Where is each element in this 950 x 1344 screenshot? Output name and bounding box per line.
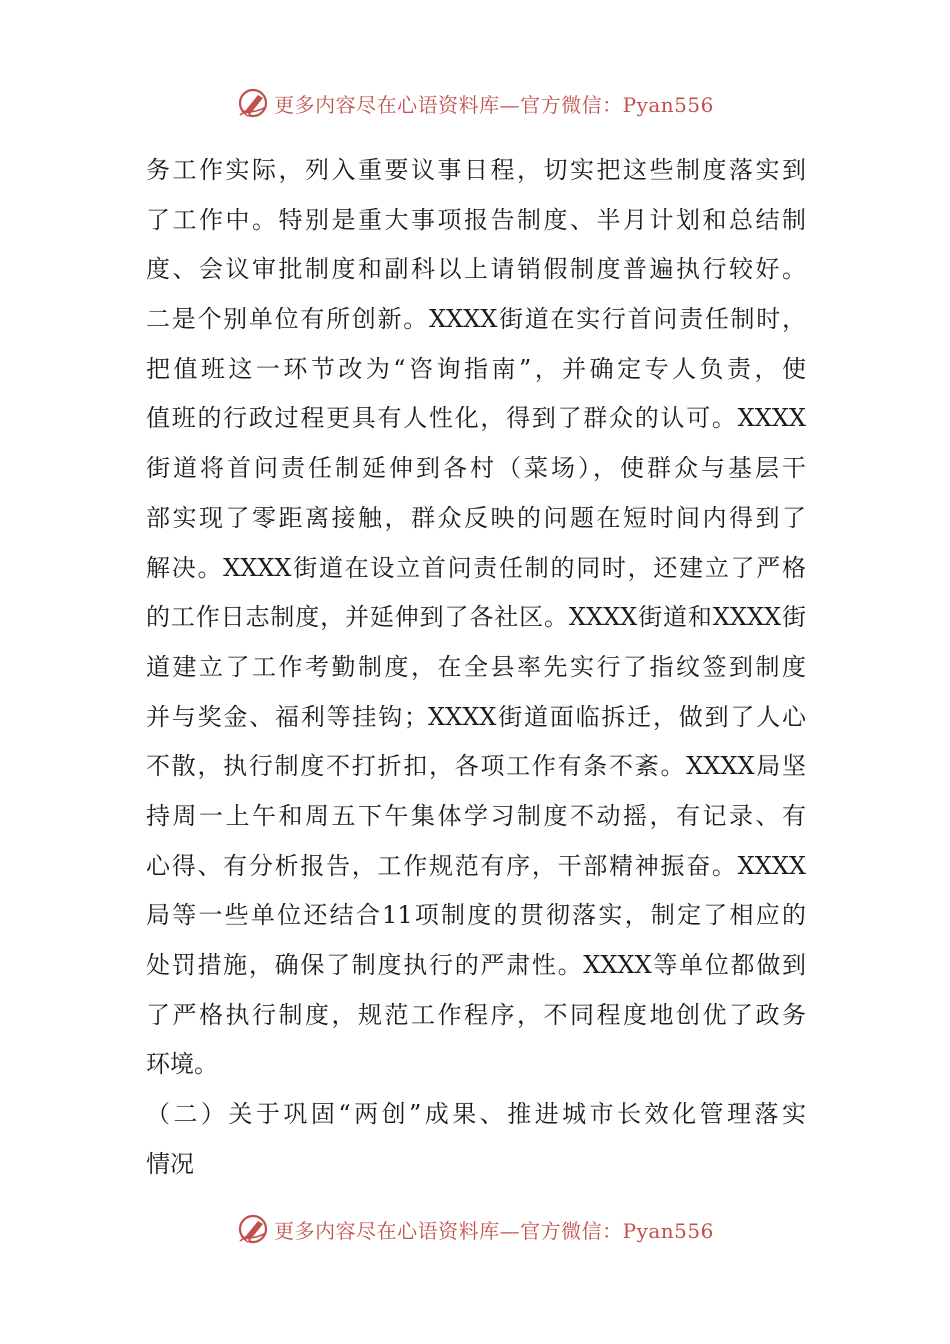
footer-banner: [0, 1209, 950, 1249]
body-line: 心得、有分析报告，工作规范有序，干部精神振奋。XXXX: [146, 851, 806, 880]
footer-banner-text: 更多内容尽在心语资料库—官方微信：Pyan556: [274, 1218, 714, 1243]
body-line: 不散，执行制度不打折扣，各项工作有条不紊。XXXX局坚: [146, 752, 806, 781]
body-line: 部实现了零距离接触，群众反映的问题在短时间内得到了: [146, 503, 806, 532]
body-line: 度、会议审批制度和副科以上请销假制度普遍执行较好。: [146, 255, 806, 284]
body-line: 局等一些单位还结合11项制度的贯彻落实，制定了相应的: [146, 901, 806, 930]
body-line: 了工作中。特别是重大事项报告制度、半月计划和总结制: [146, 205, 806, 234]
body-line: 处罚措施，确保了制度执行的严肃性。XXXX等单位都做到: [146, 951, 806, 979]
body-line: 情况: [146, 1149, 194, 1178]
body-line: 了严格执行制度，规范工作程序，不同程度地创优了政务: [146, 1000, 806, 1029]
pen-nib-logo-icon: [236, 85, 272, 121]
body-line: 值班的行政过程更具有人性化，得到了群众的认可。XXXX: [146, 404, 806, 433]
body-line: 的工作日志制度，并延伸到了各社区。XXXX街道和XXXX街: [146, 603, 806, 632]
body-line: 街道将首问责任制延伸到各村（菜场），使群众与基层干: [146, 454, 806, 483]
body-line: 并与奖金、福利等挂钩；XXXX街道面临拆迁，做到了人心: [146, 702, 806, 731]
body-line: 解决。XXXX街道在设立首问责任制的同时，还建立了严格: [146, 553, 806, 582]
body-line: 道建立了工作考勤制度，在全县率先实行了指纹签到制度: [146, 652, 806, 681]
body-line: 环境。: [146, 1050, 218, 1079]
document-body: [146, 146, 806, 1189]
body-line: 持周一上午和周五下午集体学习制度不动摇，有记录、有: [146, 801, 806, 830]
body-line: （二）关于巩固“两创”成果、推进城市长效化管理落实: [146, 1100, 806, 1129]
body-line: 二是个别单位有所创新。XXXX街道在实行首问责任制时，: [146, 305, 806, 334]
pen-nib-logo-icon: [236, 1211, 272, 1247]
header-banner-text: 更多内容尽在心语资料库—官方微信：Pyan556: [274, 92, 714, 117]
header-banner: [0, 83, 950, 123]
body-line: 把值班这一环节改为“咨询指南”，并确定专人负责，使: [146, 354, 806, 383]
body-line: 务工作实际，列入重要议事日程，切实把这些制度落实到: [146, 156, 806, 184]
